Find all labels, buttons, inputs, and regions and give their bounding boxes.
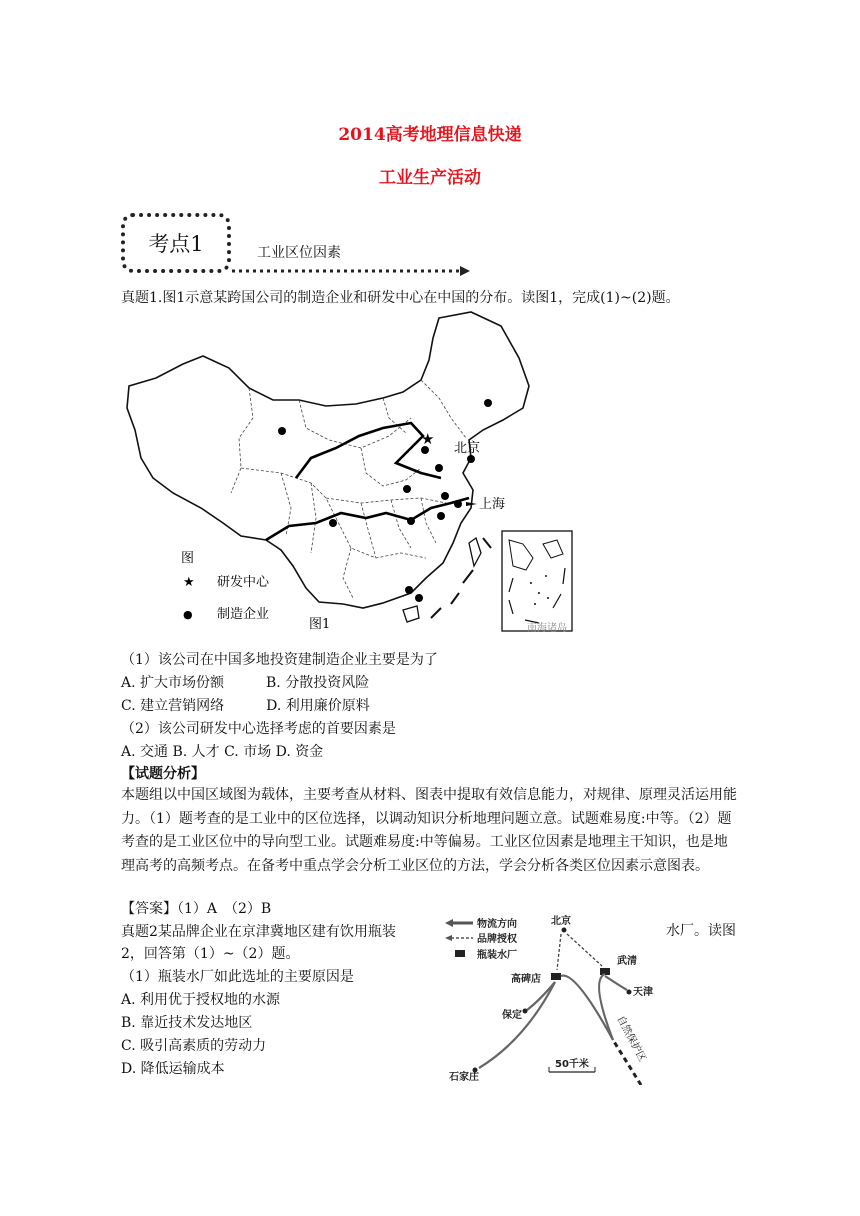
q1-sub1-options-ab: A. 扩大市场份额 B. 分散投资风险: [121, 675, 370, 691]
factory-dot: [407, 517, 415, 525]
factory-dot: [415, 594, 423, 602]
factory-dot: [454, 500, 462, 508]
q2-option-c: C. 吸引高素质的劳动力: [121, 1038, 267, 1054]
q2-option-d: D. 降低运输成本: [121, 1061, 225, 1077]
legend-dot-label: 制造企业: [217, 607, 270, 622]
legend-star-symbol: ★: [183, 575, 195, 590]
manufacturing-dots: [278, 399, 492, 602]
factory-dot: [441, 492, 449, 500]
factory-dot: [329, 519, 337, 527]
dotted-arrow-icon: [232, 265, 472, 277]
legend-star-label: 研发中心: [217, 575, 270, 590]
inset-label: 南海诸岛: [527, 623, 567, 634]
legend-brand-label: 品牌授权: [477, 934, 517, 945]
label-shanghai: 上海: [479, 497, 506, 512]
factory-dot: [403, 485, 411, 493]
china-map: [121, 308, 581, 634]
q1-stem: 真题1.图1示意某跨国公司的制造企业和研发中心在中国的分布。读图1，完成(1)~(2)题。: [121, 290, 680, 306]
q1-sub1-options-cd: C. 建立营销网络 D. 利用廉价原料: [121, 698, 370, 714]
q1-sub1: （1）该公司在中国多地投资建制造企业主要是为了: [121, 652, 438, 668]
q2-stem: 真题2某品牌企业在京津冀地区建有饮用瓶装: [121, 924, 396, 940]
hainan-island: [403, 606, 419, 622]
legend-title: 图: [181, 551, 195, 566]
kaodian-badge: 考点1: [121, 213, 231, 273]
maritime-boundary: [431, 538, 491, 618]
rd-center-star: ★: [421, 430, 435, 448]
jingjinji-diagram: [445, 910, 665, 1085]
taiwan-island: [469, 538, 481, 566]
analysis-text: 本题组以中国区域图为载体，主要考查从材料、图表中提取有效信息能力，对规律、原理灵活运用能力。（1）题考查的是工业中的区位选择，以调动知识分析地理问题立意。试题难易度:中等。（2）题考查的是工业区位中的导向型工业。试题难易度:中等偏易。工业区位因素是地理主干知识，也是地理高考的高频考点。在备考中重点学会分析工业区位的方法，学会分析各类区位因素示意图表。: [121, 787, 737, 874]
place-tianjin: 天津: [633, 987, 653, 998]
province-borders: [231, 380, 466, 598]
source-region-label: 自然保护区: [614, 1014, 648, 1064]
q1-sub2: （2）该公司研发中心选择考虑的首要因素是: [121, 721, 396, 737]
q2-option-b: B. 靠近技术发达地区: [121, 1015, 253, 1031]
factory-dot: [405, 586, 413, 594]
q2-stem-tail: 水厂。读图: [666, 923, 736, 939]
q1-answer: 【答案】（1）A （2）B: [121, 901, 272, 917]
page-title: 2014高考地理信息快递: [338, 125, 522, 145]
place-gaobeidian: 高碑店: [511, 974, 541, 985]
kaodian-topic: 工业区位因素: [257, 245, 341, 261]
place-shijiazhuang: 石家庄: [449, 1072, 479, 1083]
place-beijing: 北京: [551, 916, 571, 927]
q2-stem-line2: 2，回答第（1）~（2）题。: [121, 946, 300, 962]
place-baoding: 保定: [502, 1010, 522, 1021]
analysis-heading: 【试题分析】: [121, 766, 205, 782]
plant-gaobeidian: [551, 973, 561, 980]
place-wuqing: 武清: [617, 956, 637, 967]
legend-plant-label: 瓶装水厂: [477, 950, 517, 961]
factory-dot: [437, 512, 445, 520]
legend-flow-label: 物流方向: [477, 919, 517, 930]
factory-dot: [278, 427, 286, 435]
q2-option-a: A. 利用优于授权地的水源: [121, 992, 281, 1008]
label-beijing: 北京: [454, 441, 481, 456]
scale-label: 50千米: [555, 1059, 589, 1070]
factory-dot: [467, 455, 475, 463]
factory-dot: [484, 399, 492, 407]
figure-caption: 图1: [309, 617, 331, 632]
page-subtitle: 工业生产活动: [379, 168, 481, 188]
q1-sub2-options: A. 交通 B. 人才 C. 市场 D. 资金: [121, 744, 324, 760]
legend-dot-symbol: ●: [183, 608, 193, 621]
q2-sub1: （1）瓶装水厂如此选址的主要原因是: [121, 969, 354, 985]
plant-wuqing: [600, 968, 610, 975]
factory-dot: [435, 464, 443, 472]
